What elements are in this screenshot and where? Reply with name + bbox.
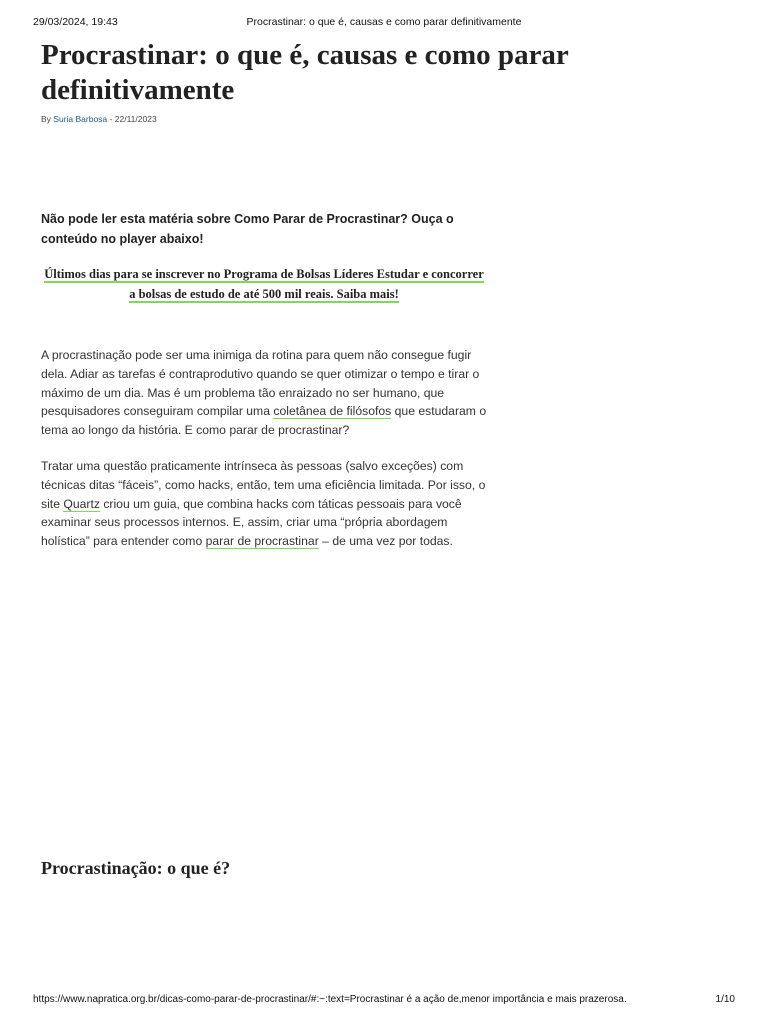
p1-text-b: que estudaram o tema ao longo da história. E como parar de procrastinar? bbox=[41, 404, 487, 438]
p2-text-c: – de uma vez por todas. bbox=[318, 534, 453, 549]
print-url: https://www.napratica.org.br/dicas-como-parar-de-procrastinar/#:~:text=Procrastinar é a ação de,menor importância e mais prazerosa. bbox=[33, 994, 627, 1005]
philosophers-link[interactable]: coletânea de filósofos bbox=[273, 404, 392, 419]
article-title: Procrastinar: o que é, causas e como parar definitivamente bbox=[41, 39, 569, 106]
body-paragraph-1 bbox=[41, 346, 487, 440]
author-link[interactable]: Suria Barbosa bbox=[53, 114, 108, 124]
print-footer bbox=[33, 994, 735, 1008]
page-number: 1/10 bbox=[715, 994, 735, 1005]
publish-date: 22/11/2023 bbox=[114, 114, 157, 124]
promo-block bbox=[41, 265, 487, 304]
p1-text-a: A procrastinação pode ser uma inimiga da rotina para quem não consegue fugir dela. Adiar as tarefas é contraprodutivo quando se quer otimizar o tempo e tirar o máximo de um dia. Mas é um problema tão enraizado no ser humano, que pesquisadores conseguiram compilar uma bbox=[41, 348, 480, 419]
print-datetime: 29/03/2024, 19:43 bbox=[33, 16, 118, 28]
p2-text-a: Tratar uma questão praticamente intrínseca às pessoas (salvo exceções) com técnicas ditas “fáceis”, como hacks, então, tem uma eficiência limitada. Por isso, o site bbox=[41, 459, 486, 511]
stop-procrastinating-link[interactable]: parar de procrastinar bbox=[205, 534, 319, 549]
print-doc-title: Procrastinar: o que é, causas e como parar definitivamente bbox=[246, 16, 522, 28]
byline-prefix: By bbox=[41, 114, 51, 124]
quartz-link[interactable]: Quartz bbox=[63, 496, 100, 511]
lead-paragraph: Não pode ler esta matéria sobre Como Parar de Procrastinar? Ouça o conteúdo no player abaixo! bbox=[41, 212, 454, 246]
byline-separator: - bbox=[109, 114, 113, 124]
p2-text-b: criou um guia, que combina hacks com táticas pessoais para você examinar seus processos internos. E, assim, criar uma “própria abordagem holística” para entender como bbox=[41, 496, 462, 549]
article bbox=[41, 38, 569, 878]
section-heading: Procrastinação: o que é? bbox=[41, 858, 231, 878]
body-paragraph-2 bbox=[41, 457, 487, 551]
print-header bbox=[33, 16, 735, 30]
promo-link[interactable]: Últimos dias para se inscrever no Programa de Bolsas Líderes Estudar e concorrer a bolsas de estudo de até 500 mil reais. Saiba mais! bbox=[44, 267, 484, 301]
byline bbox=[41, 114, 487, 124]
